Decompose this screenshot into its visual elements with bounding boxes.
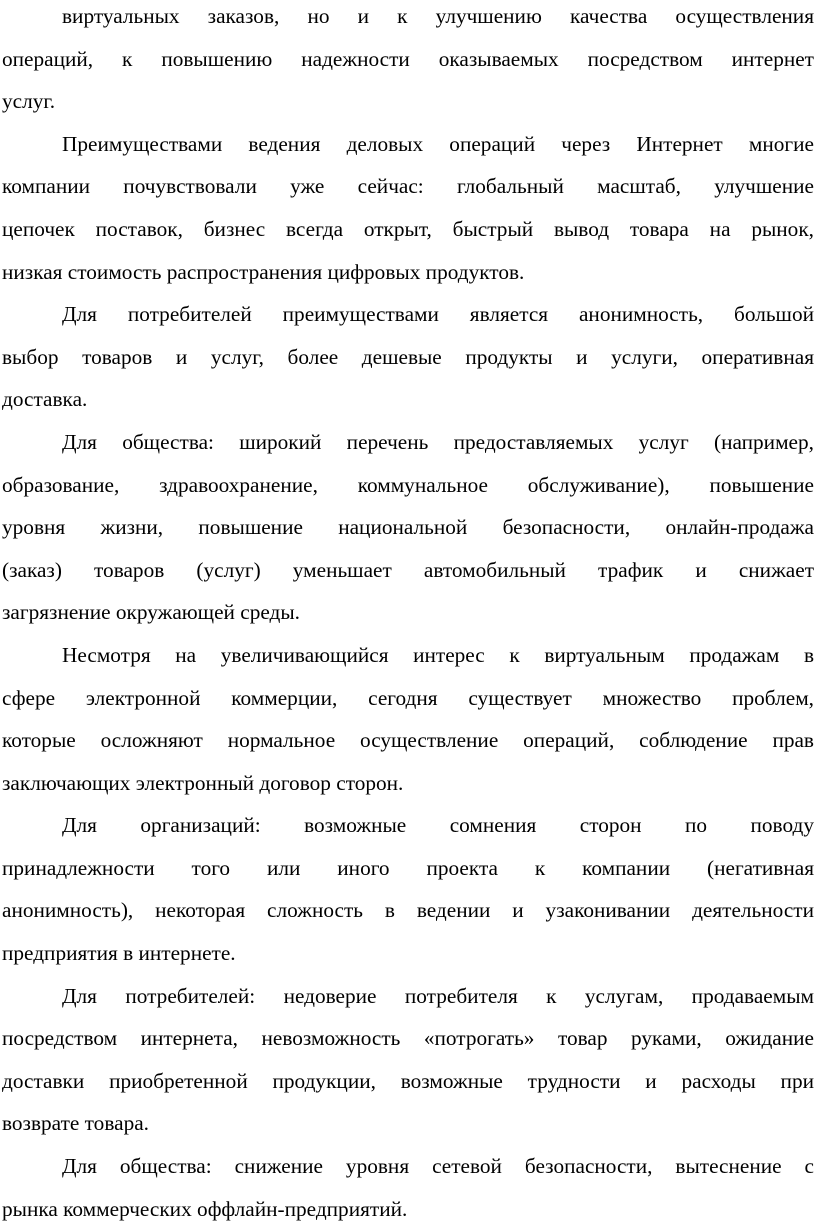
document-body [2, 0, 814, 1224]
paragraph [2, 0, 814, 123]
text-line: которые осложняют нормальное осуществление операций, соблюдение прав [2, 728, 814, 753]
text-line: доставка. [2, 387, 88, 412]
text-line: Для потребителей преимуществами является анонимность, большой [62, 302, 814, 327]
paragraph [2, 123, 814, 293]
text-line: сфере электронной коммерции, сегодня существует множество проблем, [2, 685, 814, 710]
text-line: компании почувствовали уже сейчас: глобальный масштаб, улучшение [2, 174, 814, 199]
text-line: низкая стоимость распространения цифровых продуктов. [2, 259, 525, 284]
text-line: Для организаций: возможные сомнения сторон по поводу [62, 813, 814, 838]
text-line: Для общества: широкий перечень предоставляемых услуг (например, [62, 429, 814, 454]
text-line: услуг. [2, 89, 56, 114]
paragraph [2, 1145, 814, 1224]
text-line: Несмотря на увеличивающийся интерес к виртуальным продажам в [62, 642, 814, 667]
text-line: предприятия в интернете. [2, 941, 236, 966]
text-line: Преимуществами ведения деловых операций через Интернет многие [62, 131, 814, 156]
text-line: цепочек поставок, бизнес всегда открыт, быстрый вывод товара на рынок, [2, 216, 814, 241]
text-line: выбор товаров и услуг, более дешевые продукты и услуги, оперативная [2, 344, 814, 369]
text-line: образование, здравоохранение, коммунальное обслуживание), повышение [2, 472, 814, 497]
text-line: операций, к повышению надежности оказываемых посредством интернет [2, 46, 814, 71]
text-line: уровня жизни, повышение национальной безопасности, онлайн-продажа [2, 515, 814, 540]
paragraph [2, 293, 814, 421]
text-line: Для потребителей: недоверие потребителя к услугам, продаваемым [62, 983, 814, 1008]
text-line: загрязнение окружающей среды. [2, 600, 301, 625]
paragraph [2, 975, 814, 1145]
text-line: виртуальных заказов, но и к улучшению качества осуществления [62, 4, 814, 28]
text-line: анонимность), некоторая сложность в ведении и узаконивании деятельности [2, 898, 814, 923]
paragraph [2, 804, 814, 974]
text-line: возврате товара. [2, 1111, 149, 1136]
text-line: заключающих электронный договор сторон. [2, 770, 404, 795]
text-line: посредством интернета, невозможность «потрогать» товар руками, ожидание [2, 1026, 814, 1051]
text-line: рынка коммерческих оффлайн-предприятий. [2, 1196, 408, 1221]
text-line: Для общества: снижение уровня сетевой безопасности, вытеснение с [62, 1154, 814, 1179]
text-line: принадлежности того или иного проекта к компании (негативная [2, 855, 814, 880]
paragraph [2, 634, 814, 804]
paragraph [2, 421, 814, 634]
text-line: (заказ) товаров (услуг) уменьшает автомобильный трафик и снижает [2, 557, 814, 582]
text-line: доставки приобретенной продукции, возможные трудности и расходы при [2, 1068, 814, 1093]
